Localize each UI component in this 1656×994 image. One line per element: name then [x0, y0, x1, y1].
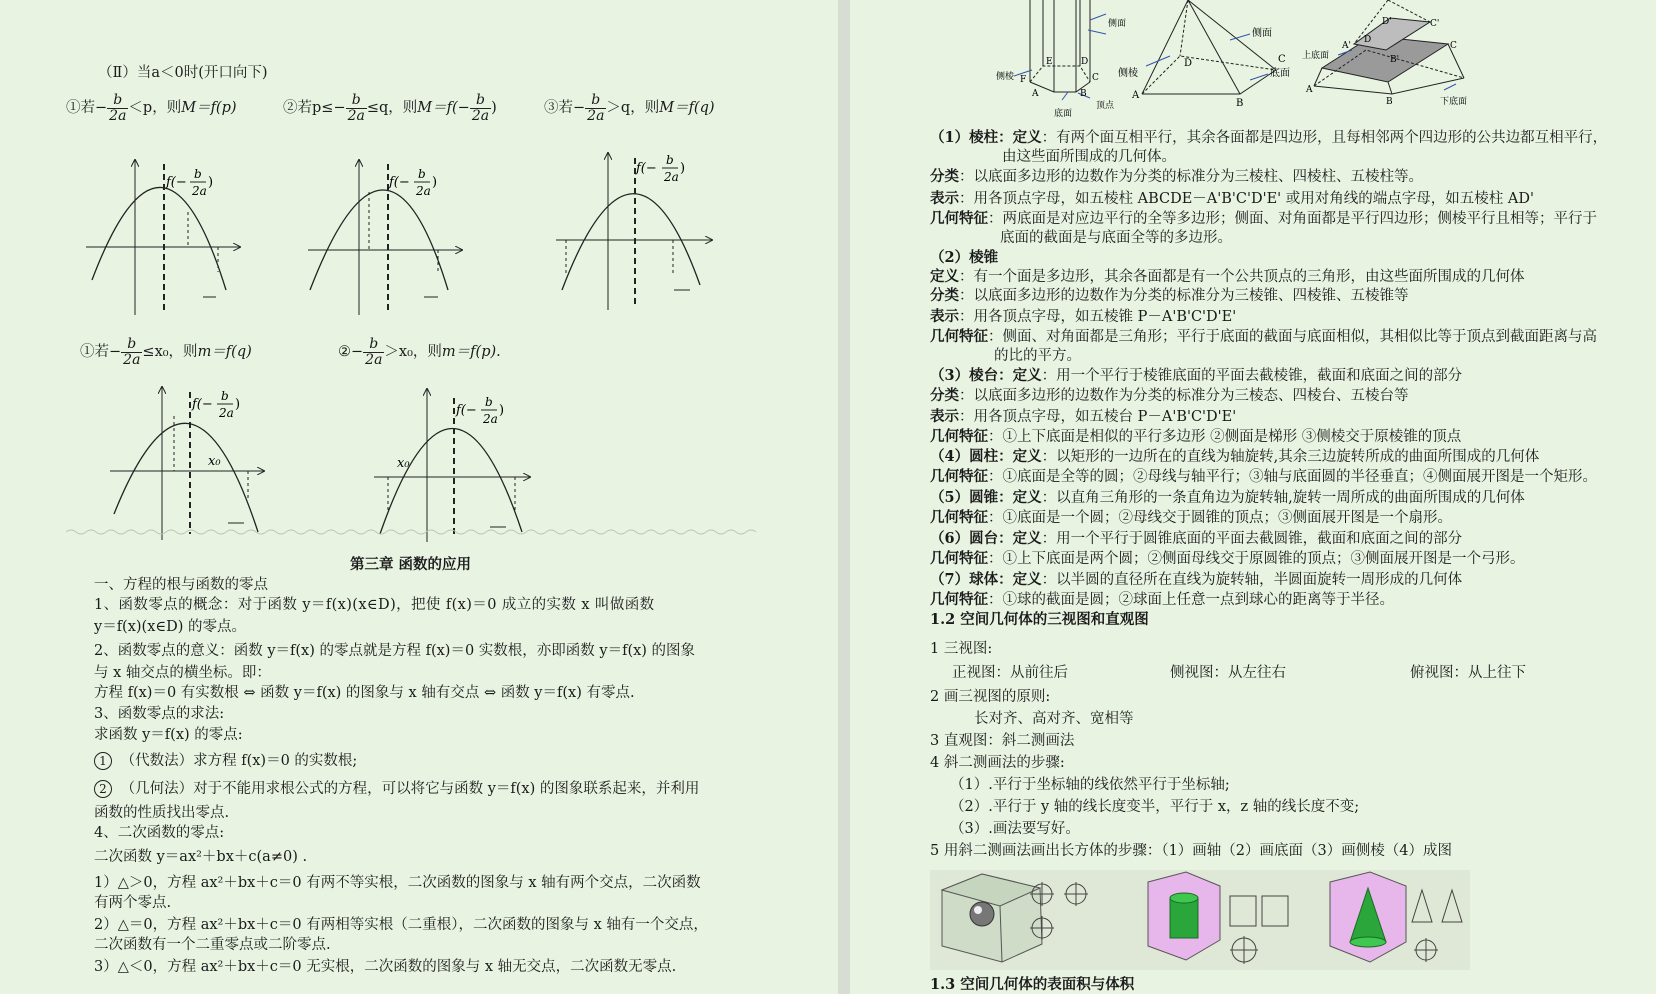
prism-figure: [996, 0, 1126, 119]
label-bottom-base: 下底面: [1440, 97, 1468, 107]
definition-text: ：①底面是一个圆；②母线交于圆锥的顶点；③侧面展开图是一个扇形。: [988, 510, 1452, 526]
text-line: 函数的性质找出零点.: [94, 805, 230, 821]
definition-keyword: 定义: [1012, 448, 1042, 465]
vertex-label: f(−: [636, 161, 657, 176]
definition-line: [930, 468, 1597, 486]
vertex-label-den: 2a: [664, 170, 679, 184]
vertex-label-num: b: [666, 153, 674, 167]
fraction-b-2a: $\frac{b}{2a}$: [365, 335, 383, 368]
definition-line: [930, 328, 1597, 346]
definition-line: [930, 611, 1149, 629]
condition-result: M＝f(p): [181, 100, 237, 116]
vertex-label: f(−: [456, 403, 477, 418]
definition-term: （4）圆柱：: [930, 448, 1013, 465]
definition-term: 几何特征: [930, 328, 988, 345]
vertex-label-num: b: [418, 167, 426, 181]
label-lateral-edge: 侧棱: [996, 72, 1015, 82]
definition-line: [930, 129, 1607, 147]
definition-text: ：①球的截面是圆；②球面上任意一点到球心的距离等于半径。: [988, 592, 1394, 608]
frustum-figure: [1302, 0, 1467, 107]
view-front: 正视图：从前往后: [952, 665, 1068, 681]
definition-term: 表示: [930, 308, 959, 325]
definition-text: ：两底面是对应边平行的全等多边形；侧面、对角面都是平行四边形；侧棱平行且相等；平行于: [988, 211, 1597, 227]
text-line-algebraic: 1 （代数法）求方程 f(x)＝0 的实数根;: [94, 752, 357, 770]
vertex-label: f(−: [192, 397, 213, 412]
text-line: 二次函数 y＝ax²＋bx＋c(a≠0) .: [94, 849, 308, 865]
condition-prefix: ②: [338, 344, 351, 360]
definition-text: ：以直角三角形的一条直角边为旋转轴,旋转一周所成的曲面所围成的几何体: [1041, 490, 1525, 506]
vertex-label: f(−: [389, 175, 410, 190]
definition-text: ：有一个面是多边形，其余各面都是有一个公共顶点的三角形，由这些面所围成的几何体: [959, 269, 1525, 285]
definition-line: [994, 347, 1081, 365]
condition-prefix: ③若: [544, 100, 573, 116]
definition-text: ：用一个平行于棱锥底面的平面去截棱锥，截面和底面之间的部分: [1041, 368, 1463, 384]
chapter-title: 第三章 函数的应用: [350, 556, 472, 573]
definition-text: ：以矩形的一边所在的直线为轴旋转,其余三边旋转所成的曲面所围成的几何体: [1041, 449, 1540, 465]
definition-term: 分类: [930, 387, 959, 404]
definition-line: [930, 509, 1452, 527]
text-line: 4、二次函数的零点:: [94, 825, 225, 841]
definition-line: [930, 530, 1462, 548]
definition-line: [930, 210, 1597, 228]
definition-text: ：用各顶点字母，如五棱锥 P－A'B'C'D'E': [959, 309, 1237, 325]
condition-prefix: ①若: [80, 344, 109, 360]
definition-term: 几何特征: [930, 550, 988, 567]
definition-text: 由这些面所围成的几何体。: [1002, 149, 1176, 165]
definition-term: （2）棱锥: [930, 249, 999, 266]
parabola-graph-4: [110, 387, 264, 540]
parabola-graph-3: [556, 153, 712, 310]
vertex-B: B: [1236, 98, 1244, 109]
vertex-label-num: b: [221, 389, 229, 403]
condition-mid: ≤q，则: [366, 100, 418, 116]
vertex-D: D: [1364, 35, 1372, 45]
vertex-label-close: ): [499, 403, 505, 418]
text-line: （3）.画法要写好。: [950, 821, 1080, 837]
definition-keyword: 定义: [1012, 367, 1042, 384]
text-line: y＝f(x)(x∈D) 的零点。: [94, 619, 247, 635]
fraction-b-2a: $\frac{b}{2a}$: [109, 91, 127, 124]
text-line: 2）△＝0，方程 ax²＋bx＋c＝0 有两相等实根（二重根），二次函数的图象与 x 轴有一个交点，: [94, 917, 708, 933]
label-top-base: 上底面: [1302, 51, 1330, 61]
circled-number-1: 1: [94, 752, 112, 770]
definition-line: [930, 168, 1423, 186]
text-line-geometric: 2 （几何法）对于不能用求根公式的方程，可以将它与函数 y＝f(x) 的图象联系起来，并利用: [94, 780, 699, 798]
definition-line: [930, 640, 992, 658]
text-line: 方程 f(x)＝0 有实数根 ⇔ 函数 y＝f(x) 的图象与 x 轴有交点 ⇔ 函数 y＝f(x) 有零点.: [94, 685, 635, 701]
pyramid-figure: [1118, 0, 1290, 109]
text-line: 二次函数有一个二重零点或二阶零点.: [94, 937, 331, 953]
page-divider: [838, 0, 850, 994]
definition-text: ：①上下底面是两个圆；②侧面母线交于原圆锥的顶点；③侧面展开图是一个弓形。: [988, 551, 1525, 567]
definition-line: [930, 571, 1462, 589]
vertex-label-den: 2a: [483, 412, 498, 426]
x0-label: x₀: [397, 456, 410, 471]
definition-keyword: 定义: [1012, 530, 1042, 547]
condition-result: M＝f(: [417, 100, 458, 116]
vertex-label-close: ): [235, 397, 241, 412]
case2-condition-3: ③若− $\frac{b}{2a}$ ＞q，则M＝f(q): [544, 91, 715, 124]
vertex-B: B: [1386, 97, 1393, 107]
solid-figures: [850, 0, 1656, 118]
definition-text: 的比的平方。: [994, 348, 1081, 364]
vertex-C: C: [1092, 73, 1099, 83]
definition-term: 几何特征: [930, 509, 988, 526]
label-vertex: 顶点: [1096, 101, 1115, 111]
condition-result: m＝f(p).: [441, 344, 501, 360]
vertex-D: D: [1081, 57, 1089, 67]
vertex-E: E: [1046, 57, 1053, 67]
definition-term: 几何特征: [930, 591, 988, 608]
wave-divider: [66, 528, 756, 536]
label-base: 底面: [1054, 109, 1073, 119]
condition-result: M＝f(q): [659, 100, 715, 116]
definition-term: 几何特征: [930, 468, 988, 485]
parabola-graph-1: [86, 160, 240, 315]
vertex-label-den: 2a: [416, 184, 431, 198]
vertex-A: A: [1306, 85, 1313, 95]
parabola-graphs-row1: [0, 150, 838, 320]
definition-line: [930, 268, 1525, 286]
definition-term: 1.2 空间几何体的三视图和直观图: [930, 611, 1149, 628]
text-line: 3 直观图：斜二测画法: [930, 733, 1075, 749]
condition-mid: ＞q，则: [606, 100, 660, 116]
section-1-3-title: 1.3 空间几何体的表面积与体积: [930, 976, 1135, 993]
view-top: 俯视图：从上往下: [1410, 665, 1526, 681]
fraction-b-2a: $\frac{b}{2a}$: [347, 91, 365, 124]
definition-line: [930, 249, 998, 267]
definition-term: 分类: [930, 168, 959, 185]
definition-line: [930, 591, 1394, 609]
definition-text: ：用各顶点字母，如五棱柱 ABCDE－A'B'C'D'E' 或用对角线的端点字母，如五棱柱 AD': [959, 191, 1534, 207]
parabola-graph-2: [308, 160, 462, 315]
condition-mid: ≤x₀，则: [142, 344, 198, 360]
text-line: 2 画三视图的原则:: [930, 689, 1051, 705]
text-line: 2、函数零点的意义：函数 y＝f(x) 的零点就是方程 f(x)＝0 实数根，亦即函数 y＝f(x) 的图象: [94, 643, 696, 659]
definition-text: ：用各顶点字母，如五棱台 P－A'B'C'D'E': [959, 409, 1237, 425]
case2-title: （Ⅱ）当a＜0时(开口向下): [98, 65, 268, 81]
definition-line: [930, 489, 1525, 507]
definition-line: [930, 287, 1409, 305]
vertex-C: C: [1450, 41, 1457, 51]
parabola-graphs-row2: [0, 384, 838, 544]
definition-term: 表示: [930, 408, 959, 425]
condition-mid: ＜p，则: [128, 100, 182, 116]
definition-line: [930, 387, 1409, 405]
three-view-illustrations: [930, 870, 1470, 970]
vertex-label-close: ): [208, 175, 214, 190]
definition-text: ：以底面多边形的边数作为分类的标准分为三棱锥、四棱锥、五棱锥等: [959, 288, 1409, 304]
text-line: 求函数 y＝f(x) 的零点:: [94, 727, 243, 743]
case2-condition-2: ②若p≤− $\frac{b}{2a}$ ≤q，则M＝f(− $\frac{b}{2a}$ ): [283, 91, 497, 124]
definition-term: 分类: [930, 287, 959, 304]
definition-text: ：有两个面互相平行，其余各面都是四边形，且每相邻两个四边形的公共边都互相平行，: [1041, 130, 1608, 146]
definition-text: ：①上下底面是相似的平行多边形 ②侧面是梯形 ③侧棱交于原棱锥的顶点: [988, 429, 1462, 445]
circled-number-2: 2: [94, 780, 112, 798]
definition-line: [930, 308, 1236, 326]
definition-term: （3）棱台：: [930, 367, 1013, 384]
fraction-b-2a: $\frac{b}{2a}$: [123, 335, 141, 368]
definition-line: [1002, 148, 1176, 166]
min-condition-1: ①若− $\frac{b}{2a}$ ≤x₀，则m＝f(q): [80, 335, 252, 368]
definition-text: ：以底面多边形的边数作为分类的标准分为三棱柱、四棱柱、五棱柱等。: [959, 169, 1423, 185]
text-line: 3、函数零点的求法:: [94, 706, 225, 722]
condition-prefix: ②若p≤: [283, 100, 334, 116]
vertex-label-num: b: [485, 395, 493, 409]
right-page: [850, 0, 1656, 994]
text-line: 一、方程的根与函数的零点: [94, 577, 268, 593]
definition-text: ：侧面、对角面都是三角形；平行于底面的截面与底面相似，其相似比等于顶点到截面距离与高: [988, 329, 1597, 345]
vertex-C: C: [1278, 54, 1286, 65]
definition-line: [930, 428, 1461, 446]
definition-text: ：用一个平行于圆锥底面的平面去截圆锥，截面和底面之间的部分: [1041, 531, 1463, 547]
definition-text: 1 三视图:: [930, 641, 993, 657]
vertex-C-prime: C': [1430, 19, 1440, 29]
text-line: 有两个零点.: [94, 895, 172, 911]
fraction-b-2a: $\frac{b}{2a}$: [587, 91, 605, 124]
vertex-label-close: ): [432, 175, 438, 190]
text-line: （1）.平行于坐标轴的线依然平行于坐标轴;: [950, 777, 1230, 793]
vertex-label-den: 2a: [219, 406, 234, 420]
definition-term: 表示: [930, 190, 959, 207]
vertex-label-den: 2a: [192, 184, 207, 198]
text-line: 1、函数零点的概念：对于函数 y＝f(x)(x∈D)，把使 f(x)＝0 成立的实数 x 叫做函数: [94, 597, 655, 613]
condition-result: m＝f(q): [197, 344, 252, 360]
definition-text: ：以底面多边形的边数作为分类的标准分为三棱态、四棱台、五棱台等: [959, 388, 1409, 404]
definition-line: [1000, 229, 1232, 247]
condition-mid: ＞x₀，则: [384, 344, 442, 360]
condition-prefix: ①若: [66, 100, 95, 116]
fraction-b-2a: $\frac{b}{2a}$: [471, 91, 490, 124]
vertex-D-prime: D': [1382, 17, 1392, 27]
definition-line: [930, 367, 1462, 385]
definition-term: 几何特征: [930, 428, 988, 445]
text-line: 5 用斜二测画法画出长方体的步骤：（1）画轴（2）画底面（3）画侧棱（4）成图: [930, 843, 1452, 859]
vertex-label: f(−: [166, 175, 187, 190]
vertex-A: A: [1132, 90, 1140, 101]
vertex-B-prime: B': [1390, 55, 1400, 65]
text-line: 4 斜二测画法的步骤:: [930, 755, 1065, 771]
view-side: 侧视图：从左往右: [1170, 665, 1286, 681]
definition-term: （1）棱柱：: [930, 129, 1013, 146]
definition-term: 几何特征: [930, 210, 988, 227]
definition-text: 底面的截面是与底面全等的多边形。: [1000, 230, 1232, 246]
definition-term: （6）圆台：: [930, 530, 1013, 547]
vertex-D: D: [1184, 58, 1193, 69]
text-line: （2）.平行于 y 轴的线长度变半，平行于 x，z 轴的线长度不变;: [950, 799, 1360, 815]
label-base: 底面: [1270, 68, 1290, 79]
vertex-F: F: [1020, 75, 1027, 85]
vertex-A: A: [1032, 89, 1039, 99]
vertex-label-num: b: [194, 167, 202, 181]
text-line: 3）△＜0，方程 ax²＋bx＋c＝0 无实根，二次函数的图象与 x 轴无交点，二次函数无零点.: [94, 959, 677, 975]
text-line: 长对齐、高对齐、宽相等: [974, 711, 1134, 727]
definition-text: ：以半圆的直径所在直线为旋转轴，半圆面旋转一周形成的几何体: [1041, 572, 1463, 588]
parabola-graph-5: [374, 389, 530, 542]
text-line: 1）△＞0，方程 ax²＋bx＋c＝0 有两不等实根，二次函数的图象与 x 轴有两个交点，二次函数: [94, 875, 701, 891]
label-side-face: 侧面: [1108, 19, 1127, 29]
case2-condition-1: ①若− $\frac{b}{2a}$ ＜p，则M＝f(p): [66, 91, 237, 124]
definition-keyword: 定义: [1012, 129, 1042, 146]
definition-term: （7）球体：: [930, 571, 1013, 588]
min-condition-2: ②− $\frac{b}{2a}$ ＞x₀，则m＝f(p).: [338, 335, 501, 368]
definition-keyword: 定义: [1012, 489, 1042, 506]
label-lateral-edge: 侧棱: [1118, 68, 1138, 79]
definition-term: （5）圆锥：: [930, 489, 1013, 506]
definition-line: [930, 190, 1534, 208]
label-side-face: 侧面: [1252, 28, 1272, 39]
definition-line: [930, 550, 1525, 568]
vertex-label-close: ): [680, 161, 686, 176]
definition-text: ：①底面是全等的圆；②母线与轴平行；③轴与底面圆的半径垂直；④侧面展开图是一个矩形。: [988, 469, 1597, 485]
definition-keyword: 定义: [1012, 571, 1042, 588]
vertex-B: B: [1080, 89, 1087, 99]
text-line: 与 x 轴交点的横坐标。即：: [94, 665, 271, 681]
definition-term: 定义: [930, 268, 959, 285]
definition-line: [930, 408, 1236, 426]
vertex-A-prime: A': [1342, 41, 1351, 51]
x0-label: x₀: [208, 454, 221, 469]
definition-line: [930, 448, 1539, 466]
